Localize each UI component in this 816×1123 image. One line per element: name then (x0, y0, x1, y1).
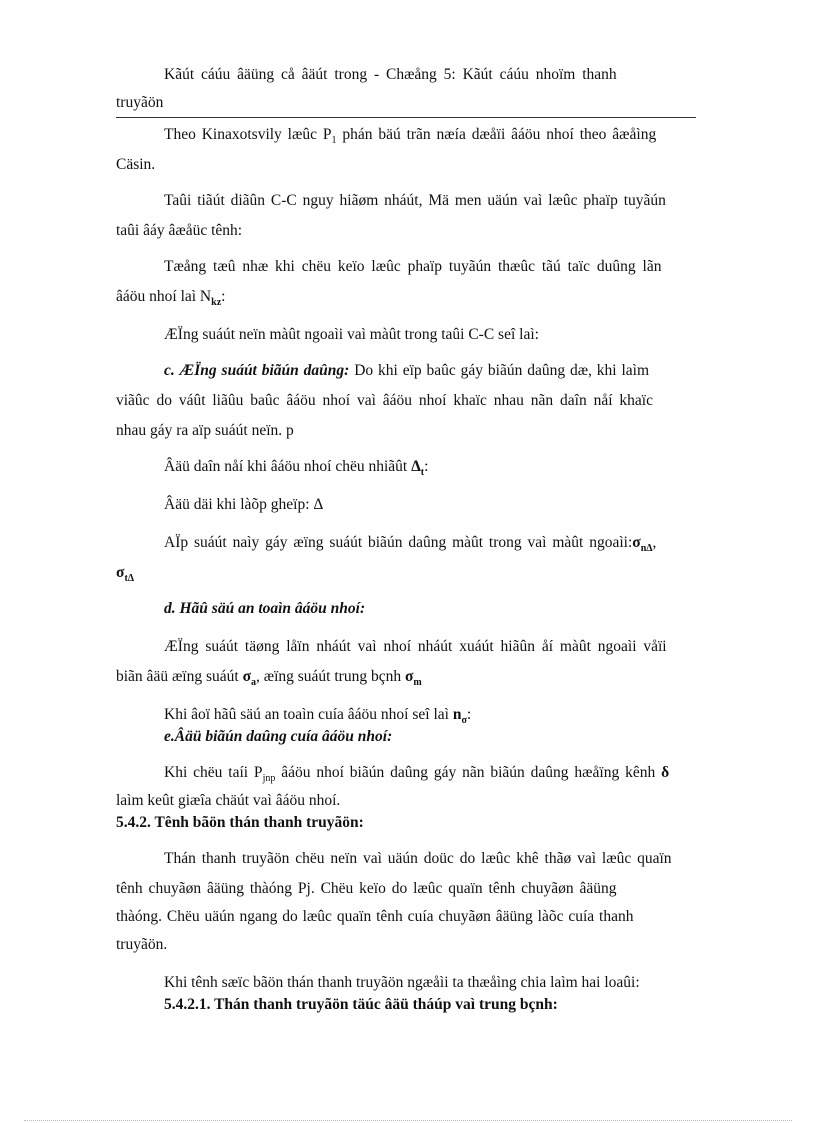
paragraph-5-line-1: c. ÆÏng suáút biãún daûng: Do khi eïp baûc gáy biãún daûng dæ, khi laìm (164, 362, 650, 379)
paragraph-5-line-2: viãûc do váût liãûu baûc âáöu nhoí vaì âáöu nhoí khaïc nhau nãn daîn nåí khaïc (116, 392, 653, 409)
paragraph-8-line-1: AÏp suáút naìy gáy æïng suáút biãún daûng màût trong vaì màût $ngoaìi:\sigma_{n\Delta}$, (164, 534, 657, 555)
paragraph-4: ÆÏng suáút neïn màût ngoaìi vaì màût trong taûi C-C seî laì: (164, 326, 539, 343)
paragraph-10-line-2: biãn âäü æïng suáút $\sigma_a$, æïng suáút trung bçnh $\sigma_m$ (116, 668, 422, 689)
paragraph-2-line-2: taûi âáy âæåüc tênh: (116, 222, 243, 239)
paragraph-2-line-1: Taûi tiãút diãûn C-C nguy hiãøm nháút, Mä men uäún vaì læûc phaïp tuyãún (164, 192, 666, 209)
paragraph-7: Âäü däi khi làõp gheïp: Δ (164, 496, 324, 513)
paragraph-10-line-1: ÆÏng suáút täøng låïn nháút vaì nhoí nháút xuáút hiãûn åí màût ngoaìi våïi (164, 638, 667, 655)
paragraph-13-line-2: laìm keût giæîa chäút vaì âáöu nhoí. (116, 792, 341, 809)
header-divider (116, 117, 696, 118)
heading-c: c. ÆÏng suáút biãún daûng: (164, 362, 350, 379)
section-heading-5-4-2-1: 5.4.2.1. Thán thanh truyãön täúc âäü tháúp vaì trung bçnh: (164, 996, 558, 1013)
paragraph-15: Khi tênh sæïc bãön thán thanh truyãön ngæåìi ta thæåìng chia laìm hai loaûi: (164, 974, 640, 991)
heading-d: d. Hãû säú an toaìn âáöu nhoí: (164, 600, 366, 617)
paragraph-14-line-4: truyãön. (116, 936, 168, 953)
paragraph-8-line-2: $\sigma_{t\Delta}$ (116, 564, 135, 585)
page-bottom-border (24, 1120, 792, 1121)
paragraph-5-line-3: nhau gáy ra aïp suáút neïn. p (116, 422, 294, 439)
section-heading-5-4-2: 5.4.2. Tênh bãön thán thanh truyãön: (116, 814, 364, 831)
paragraph-3-line-1: Tæång tæû nhæ khi chëu keïo læûc phaïp tuyãún thæûc tãú taïc duûng lãn (164, 258, 662, 275)
header-line-2: truyãön (116, 94, 164, 111)
paragraph-14-line-1: Thán thanh truyãön chëu neïn vaì uäún doüc do læûc khê thãø vaì læûc quaïn (164, 850, 672, 867)
paragraph-6: Âäü daîn nåí khi âáöu nhoí chëu nhiãût $\Delta_t$: (164, 458, 429, 479)
paragraph-1-line-2: Cäsin. (116, 156, 156, 173)
paragraph-3-line-2: âáöu nhoí laì $N_{kz}$: (116, 288, 226, 309)
paragraph-14-line-2: tênh chuyãøn âäüng thàóng Pj. Chëu keïo do læûc quaïn tênh chuyãøn âäüng (116, 880, 617, 897)
paragraph-14-line-3: thàóng. Chëu uäún ngang do læûc quaïn tênh cuía chuyãøn âäüng làõc cuía thanh (116, 908, 634, 925)
header-line-1: Kãút cáúu âäüng cå âäút trong - Chæång 5: Kãút cáúu nhoïm thanh (164, 66, 617, 83)
paragraph-1-line-1: Theo Kinaxotsvily læûc $P_1$ phán bäú trãn næía dæåïi âáöu nhoí theo âæåìng (164, 126, 657, 147)
heading-e: e.Âäü biãún daûng cuía âáöu nhoí: (164, 728, 393, 745)
paragraph-11: Khi âoï hãû säú an toaìn cuía âáöu nhoí seî laì $n_\sigma$: (164, 706, 472, 727)
paragraph-13-line-1: Khi chëu taíi $P_{jnp}$ âáöu nhoí biãún daûng gáy nãn biãún daûng hæåïng kênh δ (164, 764, 670, 785)
